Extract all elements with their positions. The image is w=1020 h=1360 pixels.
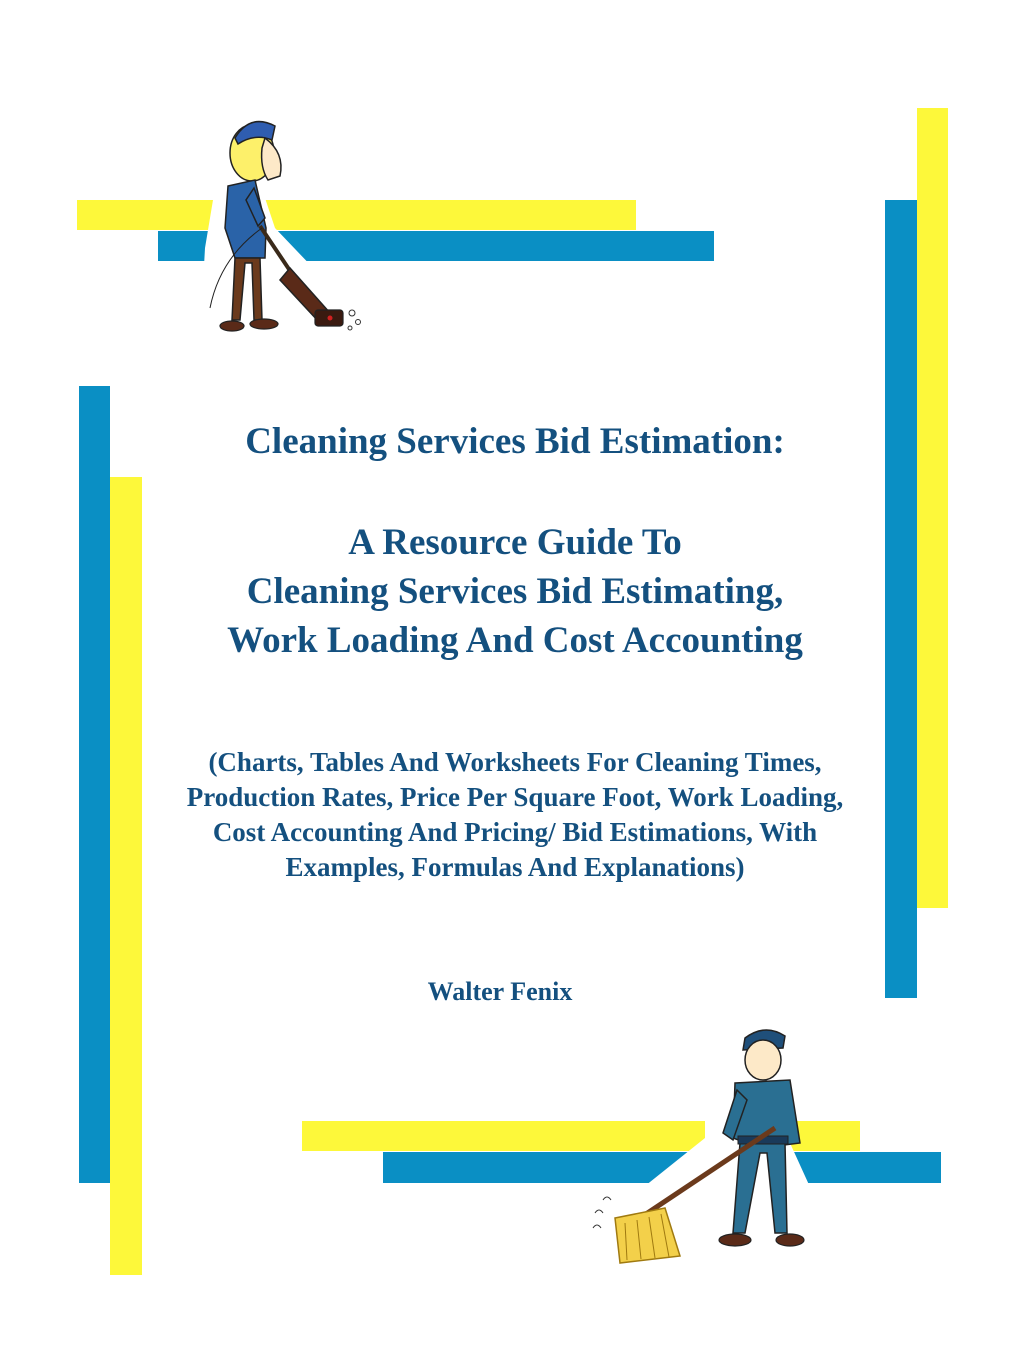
left-blue-stripe (79, 386, 110, 1183)
author-name: Walter Fenix (427, 977, 573, 1006)
subtitle-line: Cleaning Services Bid Estimating, (246, 571, 784, 612)
description-line: (Charts, Tables And Worksheets For Cleaning Times, (208, 747, 822, 777)
book-description (115, 745, 915, 885)
man-mopping-icon (585, 1018, 825, 1268)
description-line: Cost Accounting And Pricing/ Bid Estimations, With (212, 817, 818, 847)
book-title: Cleaning Services Bid Estimation: (245, 421, 785, 462)
right-yellow-stripe (917, 108, 948, 908)
description-line: Production Rates, Price Per Square Foot, Work Loading, (186, 782, 844, 812)
description-line: Examples, Formulas And Explanations) (285, 852, 745, 882)
woman-vacuuming-icon (180, 108, 380, 348)
subtitle-line: Work Loading And Cost Accounting (227, 620, 803, 661)
book-subtitle (140, 518, 890, 665)
subtitle-line: A Resource Guide To (348, 522, 682, 563)
